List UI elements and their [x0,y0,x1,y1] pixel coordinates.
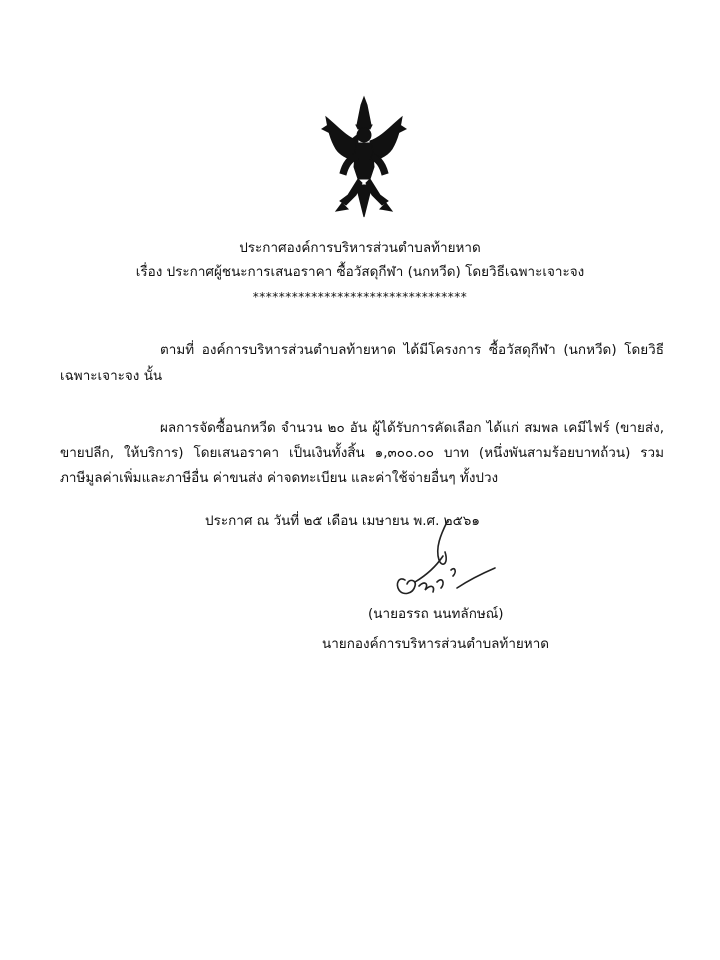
header-separator: ********************************* [252,290,468,304]
paragraph-1-line-1: ตามที่ องค์การบริหารส่วนตำบลท้ายหาด ได้มีโครงการ ซื้อวัสดุกีฬา (นกหวีด) โดยวิธี [160,342,664,358]
document-title: ประกาศองค์การบริหารส่วนตำบลท้ายหาด [239,240,481,256]
signatory-position: นายกองค์การบริหารส่วนตำบลท้ายหาด [322,636,550,652]
paragraph-2-line-3: ภาษีมูลค่าเพิ่มและภาษีอื่น ค่าขนส่ง ค่าจดทะเบียน และค่าใช้จ่ายอื่นๆ ทั้งปวง [60,470,499,486]
document-subject: เรื่อง ประกาศผู้ชนะการเสนอราคา ซื้อวัสดุกีฬา (นกหวีด) โดยวิธีเฉพาะเจาะจง [135,264,585,280]
paragraph-2-line-1: ผลการจัดซื้อนกหวีด จำนวน ๒๐ อัน ผู้ได้รับการคัดเลือก ได้แก่ สมพล เคมีไฟร์ (ขายส่ง, [160,420,664,436]
signatory-name: (นายอรรถ นนทลักษณ์) [368,606,504,622]
paragraph-2-line-2: ขายปลีก, ให้บริการ) โดยเสนอราคา เป็นเงินทั้งสิ้น ๑,๓๐๐.๐๐ บาท (หนึ่งพันสามร้อยบาทถ้วน) รวม [60,445,664,461]
handwritten-signature [385,520,505,610]
garuda-emblem-icon [318,95,410,219]
paragraph-1-line-2: เฉพาะเจาะจง นั้น [60,368,163,384]
announcement-date: ประกาศ ณ วันที่ ๒๕ เดือน เมษายน พ.ศ. ๒๕๖๑ [205,513,480,529]
